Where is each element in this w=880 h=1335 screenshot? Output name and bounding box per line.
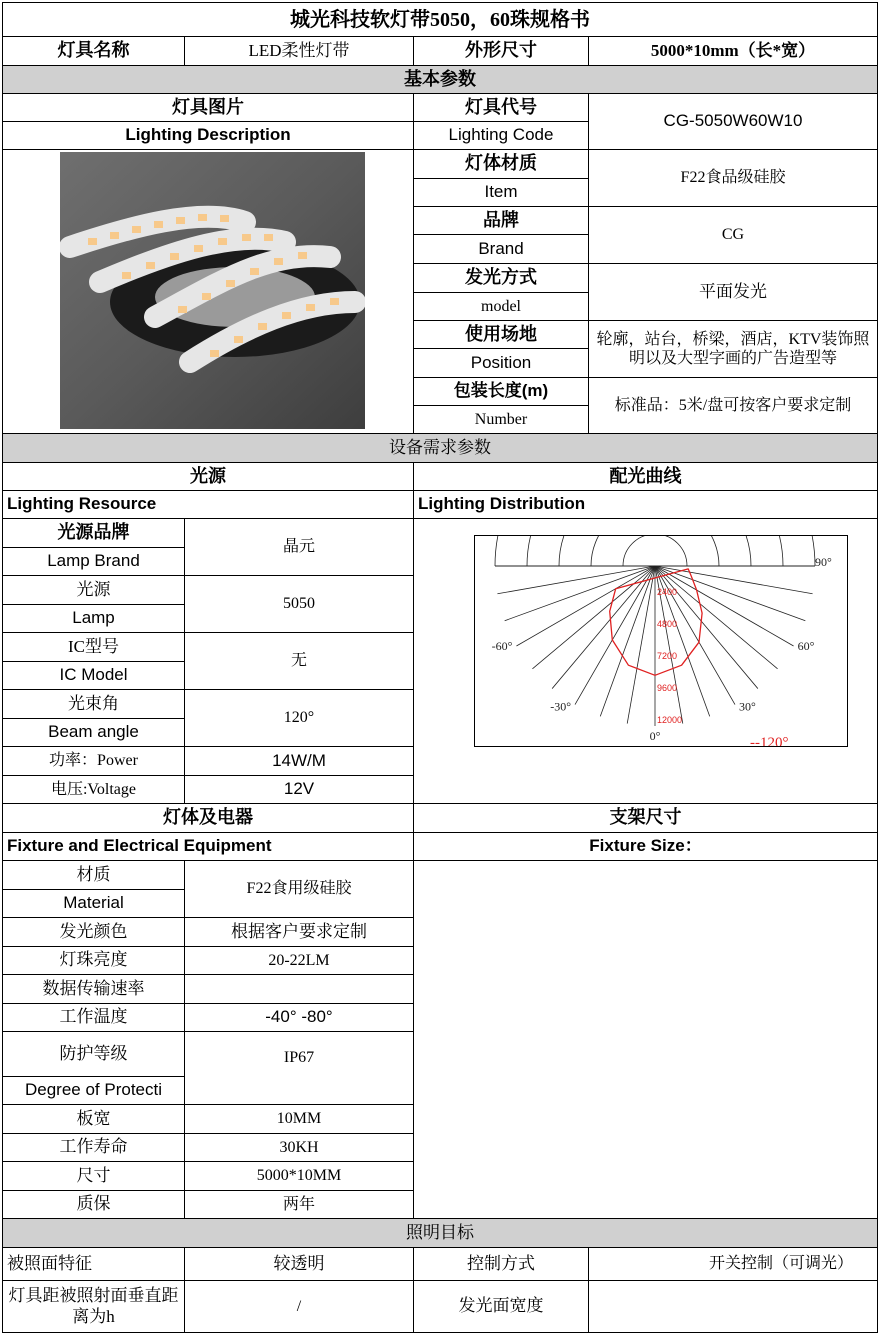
voltage-label: 电压:Voltage xyxy=(2,775,185,804)
face-width-label: 发光面宽度 xyxy=(413,1280,589,1333)
rate-label: 数据传输速率 xyxy=(2,974,185,1004)
use-label-en: Position xyxy=(413,348,589,378)
angle-label: -30° xyxy=(550,699,571,714)
material-label-cn: 灯体材质 xyxy=(413,149,589,179)
legend-label: --120° xyxy=(750,735,789,746)
light-label-cn: 发光方式 xyxy=(413,263,589,293)
code-label-cn: 灯具代号 xyxy=(413,93,589,122)
angle-label: 90° xyxy=(815,555,832,569)
beam-label-en: Beam angle xyxy=(2,718,185,747)
support-size-area xyxy=(413,860,878,1219)
radial-tick-label: 12000 xyxy=(657,715,683,725)
material-value: F22食品级硅胶 xyxy=(588,149,878,207)
ip-value: IP67 xyxy=(184,1031,414,1105)
brand-label-en: Brand xyxy=(413,234,589,264)
beam-value: 120° xyxy=(184,689,414,747)
radial-tick-label: 4800 xyxy=(657,619,678,629)
light-distribution-chart xyxy=(474,535,848,747)
dim-label: 尺寸 xyxy=(2,1161,185,1191)
angle-label: -60° xyxy=(491,639,513,653)
lamp-value: 5050 xyxy=(184,575,414,633)
life-label: 工作寿命 xyxy=(2,1133,185,1162)
light-label-en: model xyxy=(413,292,589,321)
control-label: 控制方式 xyxy=(413,1247,589,1281)
section-target: 照明目标 xyxy=(2,1218,878,1248)
use-value: 轮廓，站台，桥梁，酒店，KTV装饰照明以及大型字画的广告造型等 xyxy=(588,320,878,378)
fx-material-label-en: Material xyxy=(2,889,185,918)
polar-ring xyxy=(527,536,783,566)
surface-value: 较透明 xyxy=(184,1247,414,1281)
radial-tick-label: 7200 xyxy=(657,651,678,661)
light-value: 平面发光 xyxy=(588,263,878,321)
width-value: 10MM xyxy=(184,1104,414,1134)
fx-material-label-cn: 材质 xyxy=(2,860,185,890)
section-basic: 基本参数 xyxy=(2,65,878,94)
width-label: 板宽 xyxy=(2,1104,185,1134)
brand-label-cn: 品牌 xyxy=(413,206,589,235)
power-label: 功率：Power xyxy=(2,746,185,776)
code-label-en: Lighting Code xyxy=(413,121,589,150)
source-label-en: Lighting Resource xyxy=(2,490,414,519)
lamp-label-en: Lamp xyxy=(2,604,185,633)
angle-label: 60° xyxy=(797,639,815,653)
ip-label-en: Degree of Protecti xyxy=(2,1076,185,1105)
pack-label-en: Number xyxy=(413,405,589,434)
brand-value: CG xyxy=(588,206,878,264)
size-label: 外形尺寸 xyxy=(413,36,589,66)
dist-label-cn: 配光曲线 xyxy=(413,462,878,491)
warranty-value: 两年 xyxy=(184,1190,414,1219)
dim-value: 5000*10MM xyxy=(184,1161,414,1191)
ic-label-en: IC Model xyxy=(2,661,185,690)
support-label-cn: 支架尺寸 xyxy=(413,803,878,833)
life-value: 30KH xyxy=(184,1133,414,1162)
rate-value xyxy=(184,974,414,1004)
polar-chart-svg xyxy=(475,536,847,746)
brightness-label: 灯珠亮度 xyxy=(2,946,185,975)
radial-tick-label: 2400 xyxy=(657,587,678,597)
pack-label-cn: 包装长度(m) xyxy=(413,377,589,406)
control-value: 开关控制（可调光） xyxy=(588,1247,878,1281)
polar-ring xyxy=(559,536,751,566)
lamp-brand-label-en: Lamp Brand xyxy=(2,547,185,576)
lamp-brand-label-cn: 光源品牌 xyxy=(2,518,185,548)
beam-label-cn: 光束角 xyxy=(2,689,185,719)
dist-label-en: Lighting Distribution xyxy=(413,490,878,519)
pack-value: 标准品：5米/盘可按客户要求定制 xyxy=(588,377,878,434)
code-value: CG-5050W60W10 xyxy=(588,93,878,150)
size-value: 5000*10mm（长*宽） xyxy=(588,36,878,66)
fixture-label-en: Fixture and Electrical Equipment xyxy=(2,832,414,861)
voltage-value: 12V xyxy=(184,775,414,804)
brightness-value: 20-22LM xyxy=(184,946,414,975)
pic-label-en: Lighting Description xyxy=(2,121,414,150)
fx-material-value: F22食用级硅胶 xyxy=(184,860,414,918)
temp-value: -40° -80° xyxy=(184,1003,414,1032)
polar-ring xyxy=(495,536,815,566)
pic-label-cn: 灯具图片 xyxy=(2,93,414,122)
led-strip-photo xyxy=(60,152,365,429)
lamp-label-cn: 光源 xyxy=(2,575,185,605)
polar-ring xyxy=(591,536,719,566)
use-label-cn: 使用场地 xyxy=(413,320,589,349)
face-width-value xyxy=(588,1280,878,1333)
material-label-en: Item xyxy=(413,178,589,207)
color-value: 根据客户要求定制 xyxy=(184,917,414,947)
support-label-en: Fixture Size： xyxy=(413,832,878,861)
power-value: 14W/M xyxy=(184,746,414,776)
source-label-cn: 光源 xyxy=(2,462,414,491)
warranty-label: 质保 xyxy=(2,1190,185,1219)
angle-label: 30° xyxy=(739,699,756,714)
ic-label-cn: IC型号 xyxy=(2,632,185,662)
distance-value: / xyxy=(184,1280,414,1333)
fixture-label-cn: 灯体及电器 xyxy=(2,803,414,833)
ip-label-cn: 防护等级 xyxy=(2,1031,185,1077)
lamp-brand-value: 晶元 xyxy=(184,518,414,576)
color-label: 发光颜色 xyxy=(2,917,185,947)
polar-ring xyxy=(623,536,687,566)
page-title: 城光科技软灯带5050，60珠规格书 xyxy=(2,2,878,37)
temp-label: 工作温度 xyxy=(2,1003,185,1032)
angle-label: 0° xyxy=(649,729,661,743)
radial-tick-label: 9600 xyxy=(657,683,678,693)
distance-label: 灯具距被照射面垂直距离为h xyxy=(2,1280,185,1333)
section-equipment: 设备需求参数 xyxy=(2,433,878,463)
ic-value: 无 xyxy=(184,632,414,690)
name-value: LED柔性灯带 xyxy=(184,36,414,66)
name-label: 灯具名称 xyxy=(2,36,185,66)
surface-label: 被照面特征 xyxy=(2,1247,185,1281)
